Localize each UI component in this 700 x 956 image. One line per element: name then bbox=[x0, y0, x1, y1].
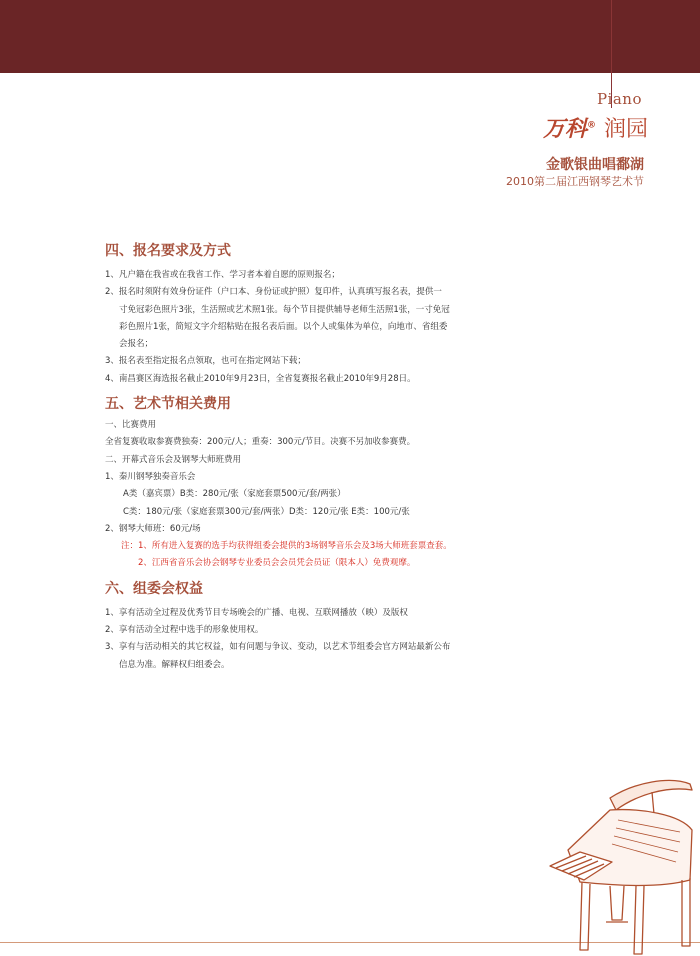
section4-item: 1、凡户籍在我省或在我省工作、学习者本着自愿的原则报名； bbox=[105, 270, 340, 280]
section4-item: 彩色照片1张，简短文字介绍粘贴在报名表后面。以个人或集体为单位，向地市、省组委 bbox=[119, 321, 448, 332]
section4-item: 会报名； bbox=[119, 339, 154, 350]
section4-item: 4、南昌赛区海选报名截止2010年9月23日，全省复赛报名截止2010年9月28日。 bbox=[105, 373, 416, 384]
logo-registered: ® bbox=[586, 120, 596, 131]
section5-line: A类（嘉宾票）B类：280元/张（家庭套票500元/套/两张） bbox=[123, 489, 346, 500]
logo-main: 万科 bbox=[542, 117, 587, 142]
section6-item: 信息为准。解释权归组委会。 bbox=[119, 659, 230, 670]
event-subtitle: 2010第二届江西钢琴艺术节 bbox=[506, 175, 644, 188]
section5-line: 2、钢琴大师班：60元/场 bbox=[105, 523, 201, 534]
section4-item: 寸免冠彩色照片3张，生活照或艺术照1张。每个节目提供辅导老师生活照1张，一寸免冠 bbox=[119, 304, 450, 315]
section6-title: 六、组委会权益 bbox=[105, 580, 203, 597]
piano-illustration bbox=[540, 770, 700, 956]
section5-line: 1、秦川钢琴独奏音乐会 bbox=[105, 471, 196, 482]
section4-item: 2、报名时须附有效身份证件（户口本、身份证或护照）复印件，认真填写报名表，提供一 bbox=[105, 287, 442, 298]
section5-line: 全省复赛收取参赛费独奏：200元/人；重奏：300元/节目。决赛不另加收参赛费。 bbox=[105, 437, 416, 448]
section4-title: 四、报名要求及方式 bbox=[105, 243, 231, 259]
section5-note: 2、江西省音乐会协会钢琴专业委员会会员凭会员证（限本人）免费观摩。 bbox=[138, 558, 416, 569]
brand-word: Piano bbox=[596, 90, 642, 108]
logo-sub: 润园 bbox=[603, 117, 648, 142]
top-banner bbox=[0, 0, 700, 73]
section5-note: 注：1、所有进入复赛的选手均获得组委会提供的3场钢琴音乐会及3场大师班套票查套。 bbox=[121, 541, 452, 552]
section5-line: 一、比赛费用 bbox=[105, 420, 157, 431]
main-content bbox=[105, 241, 625, 674]
section4-item: 3、报名表至指定报名点领取，也可在指定网站下载； bbox=[105, 356, 306, 367]
section5-title: 五、艺术节相关费用 bbox=[105, 396, 231, 413]
section5-line: C类：180元/张（家庭套票300元/套/两张）D类：120元/张 E类：100元/张 bbox=[123, 506, 410, 517]
section6-item: 2、享有活动全过程中选手的形象使用权。 bbox=[105, 625, 264, 636]
section6-item: 1、享有活动全过程及优秀节目专场晚会的广播、电视、互联网播放（映）及版权 bbox=[105, 607, 408, 618]
section6-item: 3、享有与活动相关的其它权益，如有问题与争议、变动，以艺术节组委会官方网站最新公布 bbox=[105, 642, 451, 653]
event-title: 金歌银曲唱鄱湖 bbox=[546, 157, 644, 173]
section5-line: 二、开幕式音乐会及钢琴大师班费用 bbox=[105, 454, 242, 465]
vanke-logo bbox=[543, 112, 648, 143]
